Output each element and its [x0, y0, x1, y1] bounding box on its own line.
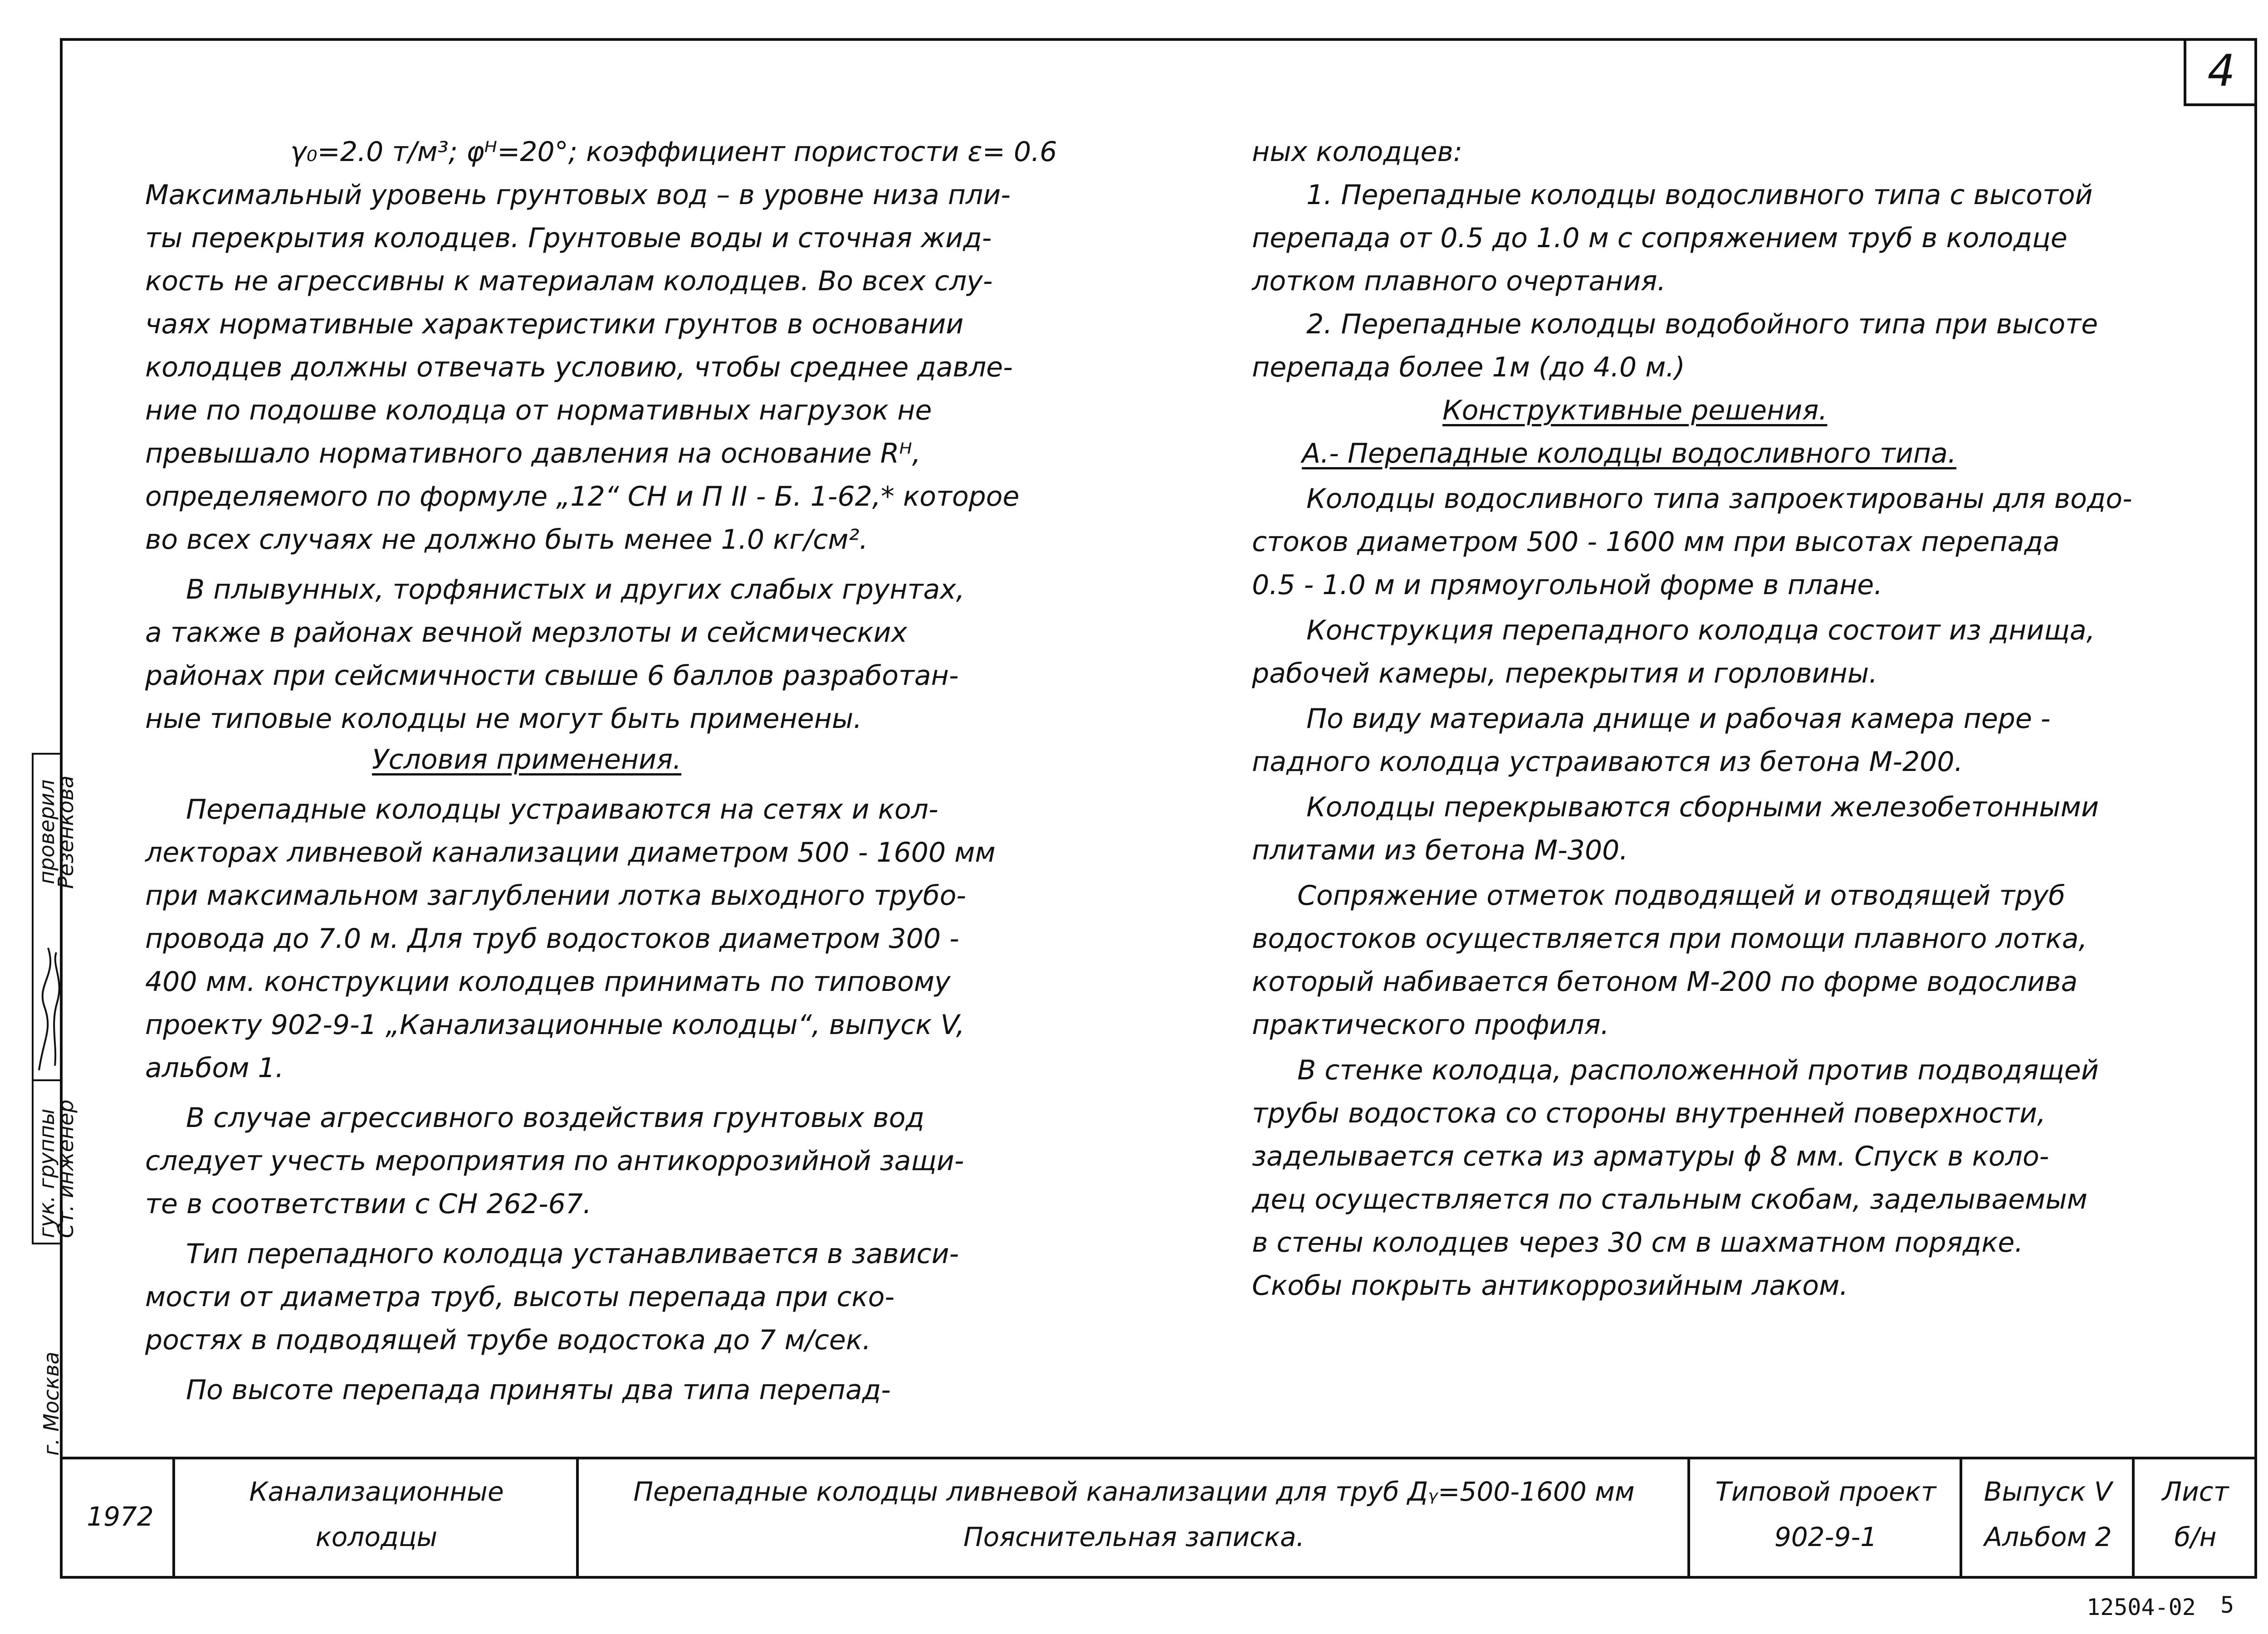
title-block-divider: [2132, 1457, 2135, 1579]
sheet-number: б/н: [2174, 1522, 2217, 1552]
paragraph-line: лотком плавного очертания.: [1252, 265, 1666, 297]
side-stamp-role: проверил: [34, 779, 59, 884]
paragraph-line: определяемого по формуле „12“ СН и П II - Б. 1-62,* которое: [145, 481, 1020, 512]
paragraph-line: рабочей камеры, перекрытия и горловины.: [1252, 658, 1878, 689]
section-heading-conditions: Условия применения.: [372, 744, 682, 776]
side-stamp-line: [32, 1079, 63, 1081]
paragraph-line: падного колодца устраиваются из бетона М-200.: [1252, 746, 1963, 778]
side-stamp-city: г. Москва: [39, 1351, 64, 1456]
paragraph-line: По высоте перепада приняты два типа перепад-: [186, 1374, 891, 1406]
title-block-divider: [576, 1457, 579, 1579]
side-stamp-line: [32, 753, 63, 755]
paragraph-line: дец осуществляется по стальным скобам, заделываемым: [1252, 1184, 2087, 1215]
paragraph-line: Скобы покрыть антикоррозийным лаком.: [1252, 1270, 1848, 1302]
paragraph-line: перепада от 0.5 до 1.0 м с сопряжением труб в колодце: [1252, 222, 2068, 254]
title-block: [60, 1457, 2257, 1579]
paragraph-line: По виду материала днище и рабочая камера пере -: [1306, 703, 2051, 735]
side-stamp-name: Резенкова: [54, 775, 78, 889]
paragraph-line: трубы водостока со стороны внутренней поверхности,: [1252, 1097, 2046, 1129]
paragraph-line: Тип перепадного колодца устанавливается в зависи-: [186, 1238, 959, 1270]
paragraph-line: Конструкция перепадного колодца состоит из днища,: [1306, 615, 2095, 646]
paragraph-line: ние по подошве колодца от нормативных нагрузок не: [145, 395, 932, 426]
paragraph-line: кость не агрессивны к материалам колодцев. Во всех слу-: [145, 265, 993, 297]
title-block-divider: [1687, 1457, 1690, 1579]
title-block-section: колодцы: [315, 1522, 438, 1552]
paragraph-line: превышало нормативного давления на основание Rᴴ,: [145, 438, 921, 469]
side-stamp-role: гук. группы: [34, 1108, 59, 1238]
section-heading-construction: Конструктивные решения.: [1442, 395, 1828, 426]
paragraph-line: перепада более 1м (до 4.0 м.): [1252, 351, 1685, 383]
paragraph-line: провода до 7.0 м. Для труб водостоков диаметром 300 -: [145, 923, 959, 955]
paragraph-line: В стенке колодца, расположенной против подводящей: [1297, 1054, 2099, 1086]
paragraph-line: стоков диаметром 500 - 1600 мм при высотах перепада: [1252, 526, 2060, 558]
paragraph-line: В плывунных, торфянистых и других слабых грунтах,: [186, 574, 965, 605]
issue-label: Выпуск V: [1984, 1476, 2112, 1507]
subsection-heading: А.- Перепадные колодцы водосливного типа.: [1302, 438, 1956, 469]
footer-page: 5: [2220, 1592, 2234, 1618]
paragraph-line: чаях нормативные характеристики грунтов в основании: [145, 308, 964, 340]
document-subtitle: Пояснительная записка.: [963, 1522, 1305, 1552]
paragraph-line: практического профиля.: [1252, 1009, 1609, 1041]
paragraph-line: ных колодцев:: [1252, 136, 1463, 168]
paragraph-line: Максимальный уровень грунтовых вод – в уровне низа пли-: [145, 179, 1011, 211]
paragraph-line: альбом 1.: [145, 1052, 284, 1084]
paragraph-line: ты перекрытия колодцев. Грунтовые воды и сточная жид-: [145, 222, 992, 254]
document-title: Перепадные колодцы ливневой канализации для труб Дᵧ=500-1600 мм: [633, 1476, 1635, 1507]
paragraph-line: Колодцы водосливного типа запроектированы для водо-: [1306, 483, 2132, 515]
paragraph-line: проекту 902-9-1 „Канализационные колодцы“, выпуск V,: [145, 1009, 965, 1041]
paragraph-line: следует учесть мероприятия по антикоррозийной защи-: [145, 1145, 964, 1177]
paragraph-line: а также в районах вечной мерзлоты и сейсмических: [145, 617, 908, 649]
paragraph-line: в стены колодцев через 30 см в шахматном порядке.: [1252, 1227, 2024, 1258]
paragraph-line: колодцев должны отвечать условию, чтобы среднее давле-: [145, 351, 1013, 383]
paragraph-line: мости от диаметра труб, высоты перепада при ско-: [145, 1281, 894, 1313]
list-item: 2. Перепадные колодцы водобойного типа при высоте: [1306, 308, 2098, 340]
side-stamp-line: [32, 753, 34, 1243]
paragraph-line: водостоков осуществляется при помощи плавного лотка,: [1252, 923, 2087, 955]
album-label: Альбом 2: [1984, 1522, 2112, 1552]
sheet-label: Лист: [2162, 1476, 2229, 1507]
side-stamp-line: [32, 1243, 63, 1244]
paragraph-line: 0.5 - 1.0 м и прямоугольной форме в плане.: [1252, 569, 1883, 601]
formula-line: γ₀=2.0 т/м³; φᴴ=20°; коэффициент пористости ε= 0.6: [290, 136, 1057, 168]
page-number: 4: [2184, 38, 2256, 106]
title-block-divider: [172, 1457, 175, 1579]
paragraph-line: Сопряжение отметок подводящей и отводящей труб: [1297, 880, 2065, 912]
paragraph-line: районах при сейсмичности свыше 6 баллов разработан-: [145, 660, 959, 692]
paragraph-line: ростях в подводящей трубе водостока до 7 м/сек.: [145, 1324, 871, 1356]
paragraph-line: плитами из бетона М-300.: [1252, 834, 1628, 866]
project-label: Типовой проект: [1715, 1476, 1936, 1507]
title-block-year: 1972: [87, 1501, 154, 1532]
paragraph-line: Перепадные колодцы устраиваются на сетях и кол-: [186, 794, 938, 825]
paragraph-line: заделывается сетка из арматуры ϕ 8 мм. Спуск в коло-: [1252, 1141, 2049, 1172]
paragraph-line: В случае агрессивного воздействия грунтовых вод: [186, 1102, 924, 1134]
paragraph-line: 400 мм. конструкции колодцев принимать по типовому: [145, 966, 951, 998]
paragraph-line: те в соответствии с СН 262-67.: [145, 1188, 592, 1220]
side-stamp-role: Ст. инженер: [54, 1099, 78, 1238]
project-number: 902-9-1: [1774, 1522, 1877, 1552]
paragraph-line: Колодцы перекрываются сборными железобетонными: [1306, 791, 2099, 823]
paragraph-line: при максимальном заглублении лотка выходного трубо-: [145, 880, 966, 912]
footer-code: 12504-02: [2087, 1594, 2196, 1620]
paragraph-line: во всех случаях не должно быть менее 1.0 кг/см².: [145, 524, 868, 556]
paragraph-line: лекторах ливневой канализации диаметром 500 - 1600 мм: [145, 837, 996, 868]
title-block-divider: [1960, 1457, 1962, 1579]
paragraph-line: ные типовые колодцы не могут быть применены.: [145, 703, 862, 735]
list-item: 1. Перепадные колодцы водосливного типа с высотой: [1306, 179, 2093, 211]
title-block-section: Канализационные: [249, 1476, 504, 1507]
paragraph-line: который набивается бетоном М-200 по форме водослива: [1252, 966, 2078, 998]
signature-icon: [34, 939, 62, 1075]
